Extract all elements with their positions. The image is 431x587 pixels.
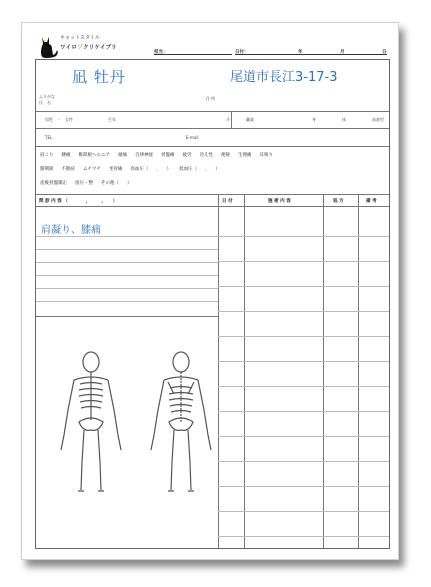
day-label: 日 <box>382 50 387 55</box>
skeleton-back-icon <box>144 350 219 500</box>
patient-name[interactable]: 凪 牡丹 <box>72 68 126 86</box>
staff-line <box>154 54 232 55</box>
table-row[interactable] <box>218 261 389 262</box>
table-row[interactable] <box>218 436 389 437</box>
month-label: 月 <box>340 50 345 55</box>
table-row[interactable] <box>218 386 389 387</box>
weight-field[interactable]: 体 <box>342 117 346 122</box>
symptom-option[interactable]: 疲労 <box>182 153 192 158</box>
name-label: 氏 名 <box>39 100 51 105</box>
karte-sheet <box>21 22 399 560</box>
skeleton-front-icon <box>54 350 129 500</box>
furigana-label: ふりがな <box>39 94 55 99</box>
inquiry-header: 問 診 内 容 （ ， ， ） <box>39 199 118 204</box>
symptom-option[interactable]: ） <box>127 181 132 186</box>
table-row[interactable] <box>218 311 389 312</box>
table-row[interactable] <box>218 486 389 487</box>
date-line <box>235 54 387 55</box>
date-col-header: 日 付 <box>222 199 233 204</box>
gender-field[interactable]: 男性 ・ 女性 <box>45 117 73 122</box>
table-row[interactable] <box>218 461 389 462</box>
date-label: 日付： <box>235 50 249 55</box>
symptom-option[interactable]: 骨盤痛 <box>161 153 175 158</box>
symptom-option[interactable]: ， <box>156 167 159 172</box>
table-row[interactable] <box>218 236 389 237</box>
symptom-option[interactable]: その他（ <box>101 181 119 186</box>
staff-label: 担当： <box>154 50 168 55</box>
birth-field[interactable]: 生年 <box>108 117 116 122</box>
symptom-option[interactable]: 自律神経 <box>135 153 153 158</box>
inquiry-line <box>36 262 218 263</box>
table-row[interactable] <box>218 511 389 512</box>
cat-logo-icon <box>38 33 60 59</box>
table-row[interactable] <box>218 536 389 537</box>
symptom-option[interactable]: 冷え性 <box>199 153 213 158</box>
tel-field[interactable]: TEL <box>45 135 53 140</box>
symptom-option[interactable]: 産後骨盤矯正 <box>40 181 67 186</box>
table-row[interactable] <box>218 336 389 337</box>
symptom-option[interactable]: ムチウチ <box>83 167 101 172</box>
table-row[interactable] <box>218 411 389 412</box>
address-label: 住 所 <box>206 96 216 101</box>
height-field[interactable]: 身 <box>312 117 316 122</box>
symptom-option[interactable]: 腰痛 <box>61 153 71 158</box>
table-row[interactable] <box>218 286 389 287</box>
form-frame <box>35 59 390 549</box>
symptom-option[interactable]: 低血圧（ <box>179 167 198 172</box>
inquiry-divider <box>36 316 218 317</box>
symptoms-line-1 <box>40 152 281 158</box>
inquiry-line <box>36 275 218 276</box>
symptom-option[interactable]: 便秘 <box>221 153 230 158</box>
inquiry-line <box>36 236 218 237</box>
table-row[interactable] <box>218 361 389 362</box>
occupation-field[interactable]: 職業 <box>246 117 254 122</box>
symptom-option[interactable]: 指圧・整 <box>75 181 93 186</box>
symptoms-line-2 <box>40 166 228 172</box>
symptom-option[interactable]: 頭痛 <box>118 153 127 158</box>
age-field[interactable]: 才 <box>226 117 230 122</box>
inquiry-line <box>36 249 218 250</box>
email-field[interactable]: E-mail <box>186 135 199 140</box>
symptoms-line-3 <box>40 180 140 186</box>
symptom-option[interactable]: 耳鳴り <box>259 153 273 158</box>
inquiry-line <box>36 288 218 289</box>
symptom-option[interactable]: ， <box>205 167 208 172</box>
patient-address[interactable]: 尾道市長江3-17-3 <box>230 70 338 85</box>
blood-field[interactable]: 血液型 <box>372 117 384 122</box>
symptom-option[interactable]: 膝関節 <box>40 167 54 172</box>
symptom-option[interactable]: 椎間板ヘルニア <box>78 153 110 158</box>
symptom-option[interactable]: ） <box>215 167 220 172</box>
symptom-option[interactable]: 肩こり <box>40 153 54 158</box>
symptom-option[interactable]: 坐骨痛 <box>108 167 123 172</box>
complaint-text[interactable]: 肩凝り、膝痛 <box>41 225 101 236</box>
treatment-col-header: 施 術 内 容 <box>268 199 291 204</box>
brand-title: ワイロゾクリケイプリ <box>60 45 117 51</box>
brand-subtitle: キャットスタイル <box>60 35 100 41</box>
notes-col-header: 備 考 <box>366 199 377 204</box>
year-label: 年 <box>298 50 303 55</box>
inquiry-line <box>36 301 218 302</box>
symptom-option[interactable]: 不眠症 <box>61 167 75 172</box>
symptom-option[interactable]: ） <box>166 167 172 172</box>
symptom-option[interactable]: 高血圧（ <box>130 167 149 172</box>
symptom-option[interactable]: 生理痛 <box>238 153 252 158</box>
prescription-col-header: 処 方 <box>333 199 344 204</box>
